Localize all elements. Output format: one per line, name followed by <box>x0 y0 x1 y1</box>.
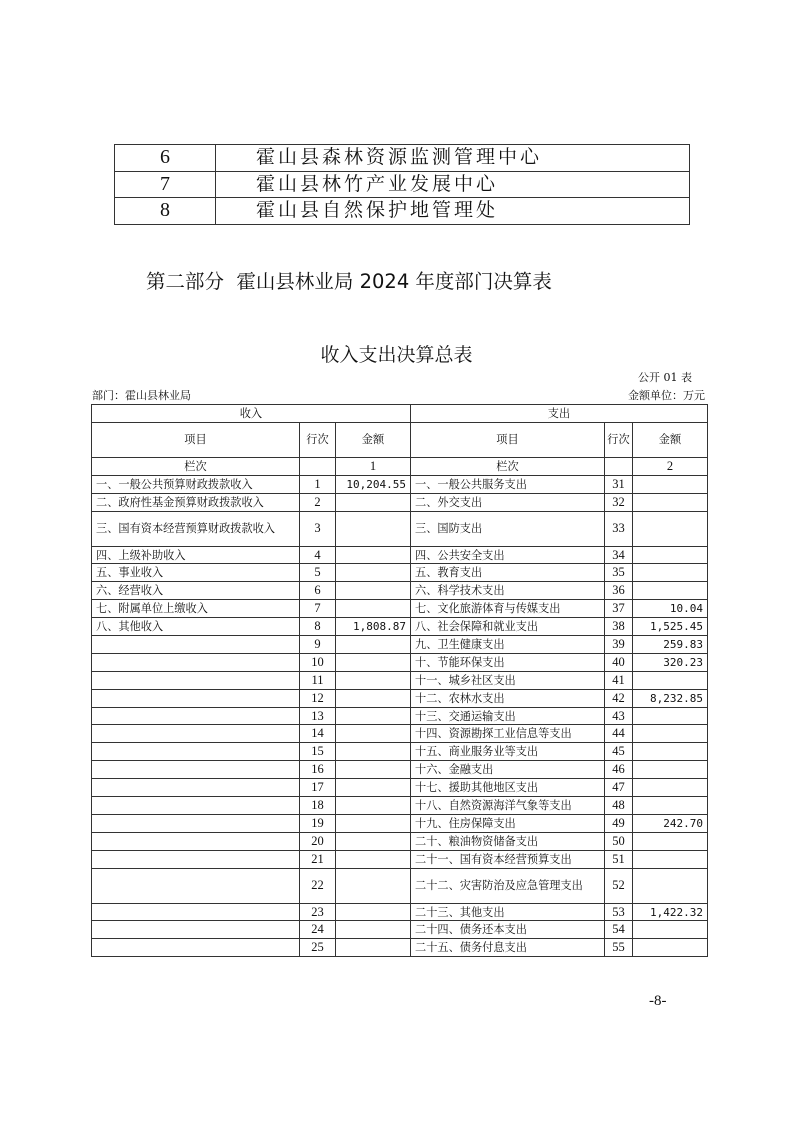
table-row <box>92 582 708 600</box>
expense-amount <box>633 493 708 511</box>
expense-line-number: 32 <box>605 493 633 511</box>
expense-column-number: 2 <box>633 457 708 475</box>
income-item <box>92 671 300 689</box>
income-amount <box>336 797 411 815</box>
expense-line-number: 41 <box>605 671 633 689</box>
expense-item: 十九、住房保障支出 <box>411 814 605 832</box>
expense-item: 十五、商业服务业等支出 <box>411 743 605 761</box>
part-title: 第二部分 霍山县林业局 2024 年度部门决算表 <box>146 270 552 293</box>
table-row <box>92 797 708 815</box>
expense-item: 六、科学技术支出 <box>411 582 605 600</box>
income-amount <box>336 707 411 725</box>
section-header-row <box>92 405 708 423</box>
income-amount <box>336 939 411 957</box>
income-item <box>92 850 300 868</box>
expense-item: 二、外交支出 <box>411 493 605 511</box>
expense-item: 十七、援助其他地区支出 <box>411 779 605 797</box>
expense-item: 七、文化旅游体育与传媒支出 <box>411 600 605 618</box>
table-row <box>92 814 708 832</box>
income-amount <box>336 850 411 868</box>
income-line-number: 13 <box>300 707 336 725</box>
expense-amount <box>633 743 708 761</box>
unit-name: 霍山县自然保护地管理处 <box>216 198 690 225</box>
page-number: -8- <box>649 993 667 1009</box>
income-column-number: 1 <box>336 457 411 475</box>
expense-amount <box>633 761 708 779</box>
income-header: 收入 <box>92 405 411 423</box>
table-row <box>92 761 708 779</box>
income-item <box>92 797 300 815</box>
expense-line-number: 31 <box>605 475 633 493</box>
table-row <box>92 564 708 582</box>
income-item: 八、其他收入 <box>92 618 300 636</box>
table-row <box>92 939 708 957</box>
table-row <box>92 725 708 743</box>
income-line-number: 20 <box>300 832 336 850</box>
expense-item: 十三、交通运输支出 <box>411 707 605 725</box>
expense-item: 二十五、债务付息支出 <box>411 939 605 957</box>
income-amount <box>336 761 411 779</box>
income-amount-header: 金额 <box>336 422 411 457</box>
form-number: 公开 01 表 <box>638 371 692 384</box>
empty-cell <box>605 457 633 475</box>
income-line-number: 10 <box>300 653 336 671</box>
expense-line-number: 39 <box>605 636 633 654</box>
table-row <box>92 707 708 725</box>
income-item: 六、经营收入 <box>92 582 300 600</box>
expense-item: 三、国防支出 <box>411 511 605 546</box>
income-line-number: 7 <box>300 600 336 618</box>
expense-amount: 8,232.85 <box>633 689 708 707</box>
unit-row <box>115 171 690 198</box>
expense-amount <box>633 707 708 725</box>
income-line-number: 25 <box>300 939 336 957</box>
expense-line-number: 52 <box>605 868 633 903</box>
table-title: 收入支出决算总表 <box>320 344 473 366</box>
expense-line-number: 38 <box>605 618 633 636</box>
amount-unit-label: 金额单位：万元 <box>628 389 705 402</box>
income-item <box>92 689 300 707</box>
income-amount <box>336 671 411 689</box>
income-item <box>92 921 300 939</box>
income-amount <box>336 546 411 564</box>
expense-line-number: 37 <box>605 600 633 618</box>
income-amount: 10,204.55 <box>336 475 411 493</box>
income-line-number: 16 <box>300 761 336 779</box>
expense-item: 十六、金融支出 <box>411 761 605 779</box>
expense-amount-header: 金额 <box>633 422 708 457</box>
income-amount <box>336 636 411 654</box>
income-item-header: 项目 <box>92 422 300 457</box>
income-line-number: 23 <box>300 903 336 921</box>
table-row <box>92 511 708 546</box>
income-amount <box>336 868 411 903</box>
expense-line-number: 35 <box>605 564 633 582</box>
expense-amount: 1,525.45 <box>633 618 708 636</box>
income-item <box>92 707 300 725</box>
expense-line-number: 40 <box>605 653 633 671</box>
expense-amount <box>633 546 708 564</box>
unit-no: 6 <box>115 145 216 172</box>
expense-item: 二十二、灾害防治及应急管理支出 <box>411 868 605 903</box>
income-line-number: 9 <box>300 636 336 654</box>
expense-amount: 259.83 <box>633 636 708 654</box>
table-row <box>92 475 708 493</box>
income-item <box>92 653 300 671</box>
income-item <box>92 939 300 957</box>
income-item <box>92 814 300 832</box>
income-amount <box>336 653 411 671</box>
column-label-row <box>92 457 708 475</box>
income-line-number: 6 <box>300 582 336 600</box>
income-line-number: 24 <box>300 921 336 939</box>
income-line-number: 2 <box>300 493 336 511</box>
table-row <box>92 600 708 618</box>
expense-line-number: 55 <box>605 939 633 957</box>
income-line-number: 17 <box>300 779 336 797</box>
income-line-number: 11 <box>300 671 336 689</box>
income-amount <box>336 921 411 939</box>
expense-amount: 242.70 <box>633 814 708 832</box>
expense-item: 十八、自然资源海洋气象等支出 <box>411 797 605 815</box>
expense-amount <box>633 921 708 939</box>
expense-line-header: 行次 <box>605 422 633 457</box>
expense-item: 二十四、债务还本支出 <box>411 921 605 939</box>
expense-line-number: 47 <box>605 779 633 797</box>
expense-amount <box>633 797 708 815</box>
expense-item: 二十三、其他支出 <box>411 903 605 921</box>
income-item: 七、附属单位上缴收入 <box>92 600 300 618</box>
income-amount <box>336 832 411 850</box>
income-item <box>92 636 300 654</box>
expense-line-number: 45 <box>605 743 633 761</box>
expense-line-number: 42 <box>605 689 633 707</box>
income-amount <box>336 493 411 511</box>
income-line-number: 12 <box>300 689 336 707</box>
expense-line-number: 46 <box>605 761 633 779</box>
income-line-number: 18 <box>300 797 336 815</box>
table-row <box>92 743 708 761</box>
income-amount <box>336 582 411 600</box>
income-amount <box>336 903 411 921</box>
expense-line-number: 50 <box>605 832 633 850</box>
table-row <box>92 618 708 636</box>
expense-line-number: 36 <box>605 582 633 600</box>
expense-amount <box>633 564 708 582</box>
income-amount <box>336 511 411 546</box>
expense-item: 十、节能环保支出 <box>411 653 605 671</box>
income-item <box>92 743 300 761</box>
income-amount <box>336 600 411 618</box>
unit-name: 霍山县林竹产业发展中心 <box>216 171 690 198</box>
income-amount <box>336 725 411 743</box>
expense-line-number: 49 <box>605 814 633 832</box>
income-item: 一、一般公共预算财政拨款收入 <box>92 475 300 493</box>
income-item: 四、上级补助收入 <box>92 546 300 564</box>
expense-amount <box>633 475 708 493</box>
unit-no: 8 <box>115 198 216 225</box>
expense-item: 十二、农林水支出 <box>411 689 605 707</box>
income-amount: 1,808.87 <box>336 618 411 636</box>
unit-row <box>115 198 690 225</box>
income-line-number: 1 <box>300 475 336 493</box>
table-row <box>92 493 708 511</box>
expense-amount: 1,422.32 <box>633 903 708 921</box>
table-row <box>92 832 708 850</box>
expense-amount <box>633 850 708 868</box>
expense-item-header: 项目 <box>411 422 605 457</box>
income-column-label: 栏次 <box>92 457 300 475</box>
expense-amount <box>633 779 708 797</box>
expense-amount <box>633 671 708 689</box>
income-item <box>92 868 300 903</box>
income-item: 五、事业收入 <box>92 564 300 582</box>
expense-item: 九、卫生健康支出 <box>411 636 605 654</box>
expense-line-number: 48 <box>605 797 633 815</box>
income-line-number: 19 <box>300 814 336 832</box>
department-label: 部门：霍山县林业局 <box>92 389 191 402</box>
unit-row <box>115 145 690 172</box>
income-amount <box>336 743 411 761</box>
expense-item: 二十、粮油物资储备支出 <box>411 832 605 850</box>
column-header-row <box>92 422 708 457</box>
income-line-number: 8 <box>300 618 336 636</box>
table-row <box>92 653 708 671</box>
unit-name: 霍山县森林资源监测管理中心 <box>216 145 690 172</box>
expense-line-number: 34 <box>605 546 633 564</box>
income-amount <box>336 814 411 832</box>
income-expense-table <box>91 404 708 957</box>
expense-amount <box>633 868 708 903</box>
empty-cell <box>300 457 336 475</box>
income-item <box>92 903 300 921</box>
income-item <box>92 761 300 779</box>
table-row <box>92 850 708 868</box>
income-item <box>92 779 300 797</box>
income-line-number: 14 <box>300 725 336 743</box>
unit-list-table <box>114 144 690 225</box>
table-row <box>92 903 708 921</box>
table-row <box>92 779 708 797</box>
income-amount <box>336 564 411 582</box>
expense-amount <box>633 511 708 546</box>
expense-line-number: 43 <box>605 707 633 725</box>
expense-header: 支出 <box>411 405 708 423</box>
expense-amount: 10.04 <box>633 600 708 618</box>
expense-line-number: 44 <box>605 725 633 743</box>
income-line-number: 5 <box>300 564 336 582</box>
table-row <box>92 868 708 903</box>
expense-item: 二十一、国有资本经营预算支出 <box>411 850 605 868</box>
expense-amount <box>633 725 708 743</box>
expense-item: 一、一般公共服务支出 <box>411 475 605 493</box>
expense-column-label: 栏次 <box>411 457 605 475</box>
expense-amount: 320.23 <box>633 653 708 671</box>
unit-no: 7 <box>115 171 216 198</box>
expense-item: 四、公共安全支出 <box>411 546 605 564</box>
income-item: 三、国有资本经营预算财政拨款收入 <box>92 511 300 546</box>
expense-line-number: 33 <box>605 511 633 546</box>
income-line-header: 行次 <box>300 422 336 457</box>
income-line-number: 3 <box>300 511 336 546</box>
expense-item: 八、社会保障和就业支出 <box>411 618 605 636</box>
income-amount <box>336 689 411 707</box>
income-amount <box>336 779 411 797</box>
table-row <box>92 921 708 939</box>
expense-item: 五、教育支出 <box>411 564 605 582</box>
expense-line-number: 51 <box>605 850 633 868</box>
income-item <box>92 832 300 850</box>
expense-line-number: 53 <box>605 903 633 921</box>
income-line-number: 21 <box>300 850 336 868</box>
table-row <box>92 689 708 707</box>
table-row <box>92 636 708 654</box>
income-item: 二、政府性基金预算财政拨款收入 <box>92 493 300 511</box>
expense-amount <box>633 582 708 600</box>
table-row <box>92 546 708 564</box>
expense-amount <box>633 939 708 957</box>
income-line-number: 4 <box>300 546 336 564</box>
expense-item: 十四、资源勘探工业信息等支出 <box>411 725 605 743</box>
expense-line-number: 54 <box>605 921 633 939</box>
expense-item: 十一、城乡社区支出 <box>411 671 605 689</box>
table-row <box>92 671 708 689</box>
income-line-number: 22 <box>300 868 336 903</box>
income-item <box>92 725 300 743</box>
income-line-number: 15 <box>300 743 336 761</box>
expense-amount <box>633 832 708 850</box>
